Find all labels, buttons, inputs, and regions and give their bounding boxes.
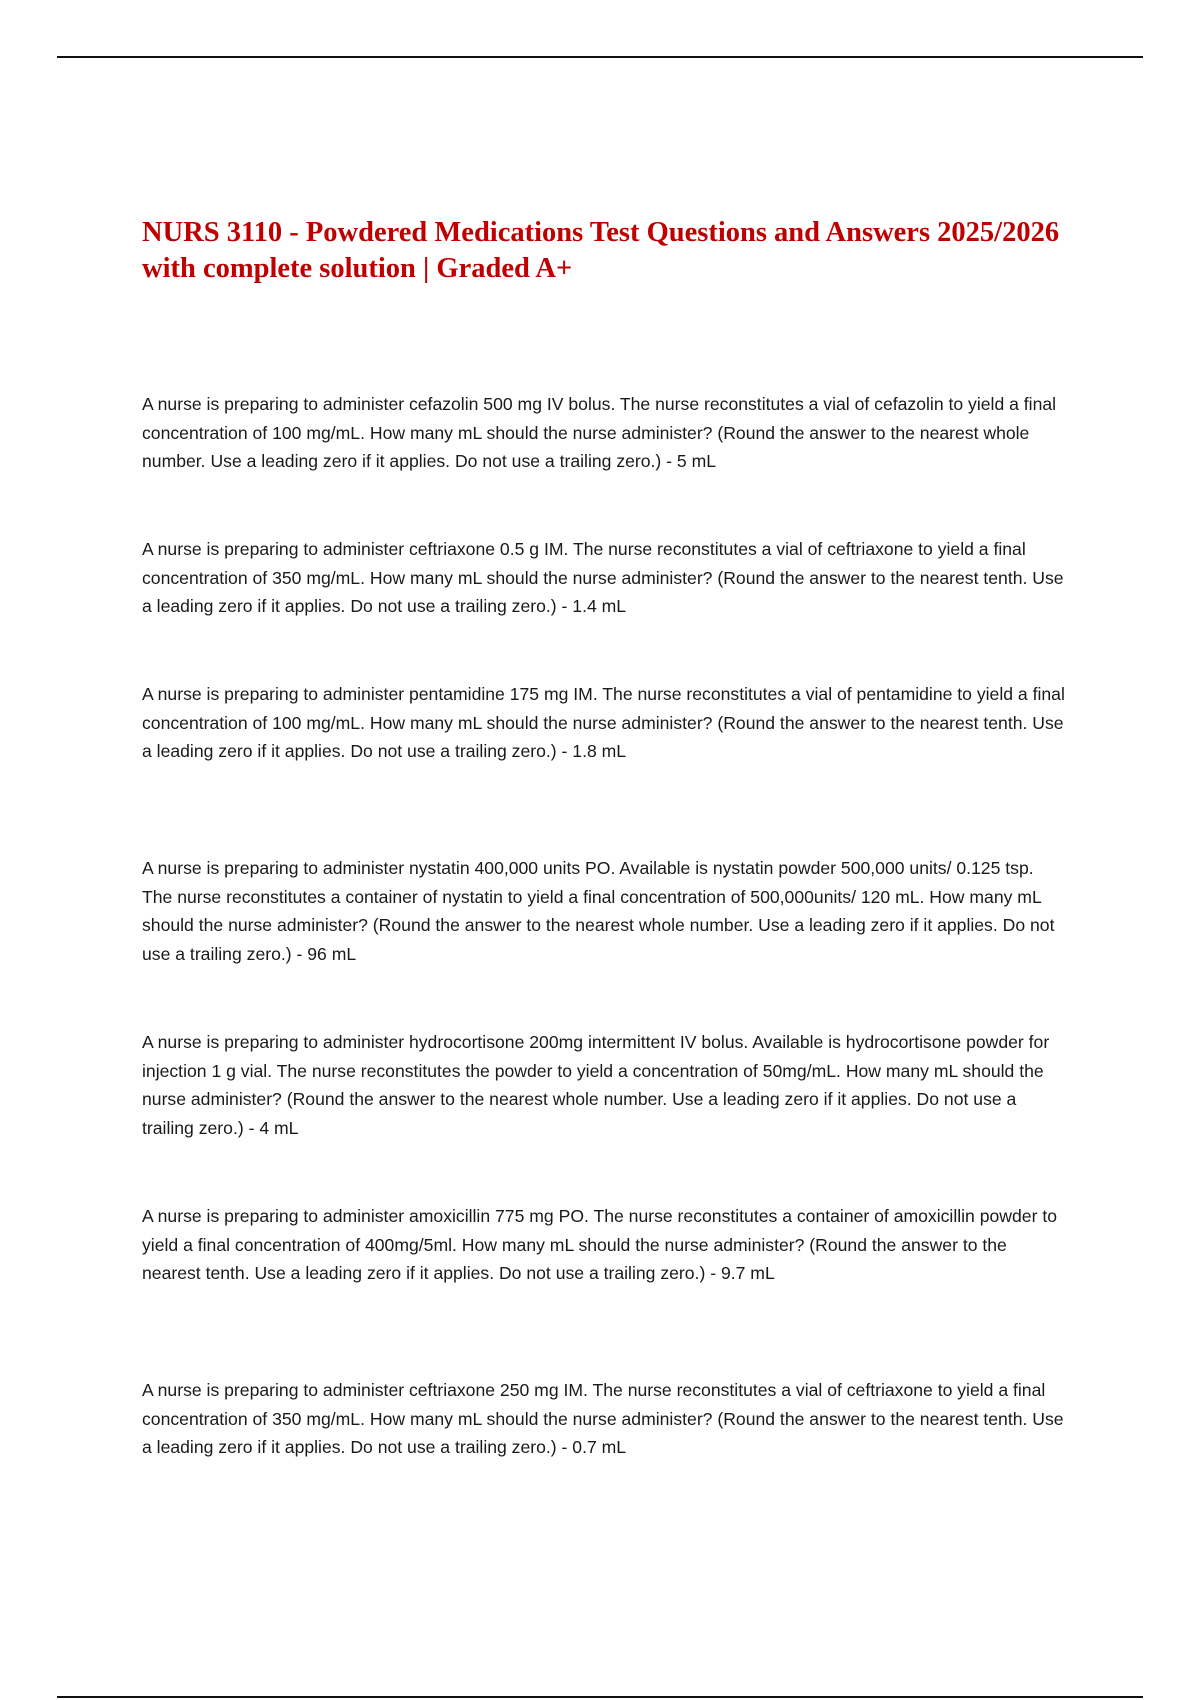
question-answer-7: A nurse is preparing to administer ceftriaxone 250 mg IM. The nurse reconstitutes a vial of ceftriaxone to yield a final concentration of 350 mg/mL. How many mL should the nurse administer? (Round the answer to the nearest tenth. Use a leading zero if it applies. Do not use a trailing zero.) - 0.7 mL [142,1380,1064,1457]
header-rule [57,56,1143,58]
question-answer-3: A nurse is preparing to administer pentamidine 175 mg IM. The nurse reconstitutes a vial of pentamidine to yield a final concentration of 100 mg/mL. How many mL should the nurse administer? (Round the answer to the nearest tenth. Use a leading zero if it applies. Do not use a trailing zero.) - 1.8 mL [142,684,1065,761]
question-answer-4: A nurse is preparing to administer nystatin 400,000 units PO. Available is nystatin powder 500,000 units/ 0.125 tsp. The nurse reconstitutes a container of nystatin to yield a final concentration of 500,000units/ 120 mL. How many mL should the nurse administer? (Round the answer to the nearest whole number. Use a leading zero if it applies. Do not use a trailing zero.) - 96 mL [142,858,1055,964]
document-title: NURS 3110 - Powdered Medications Test Questions and Answers 2025/2026 with complete solution | Graded A+ [142,217,1060,284]
question-answer-5: A nurse is preparing to administer hydrocortisone 200mg intermittent IV bolus. Available is hydrocortisone powder for injection 1 g vial. The nurse reconstitutes the powder to yield a concentration of 50mg/mL. How many mL should the nurse administer? (Round the answer to the nearest whole number. Use a leading zero if it applies. Do not use a trailing zero.) - 4 mL [142,1032,1050,1138]
question-answer-1: A nurse is preparing to administer cefazolin 500 mg IV bolus. The nurse reconstitutes a vial of cefazolin to yield a final concentration of 100 mg/mL. How many mL should the nurse administer? (Round the answer to the nearest whole number. Use a leading zero if it applies. Do not use a trailing zero.) - 5 mL [142,394,1057,471]
question-answer-2: A nurse is preparing to administer ceftriaxone 0.5 g IM. The nurse reconstitutes a vial of ceftriaxone to yield a final concentration of 350 mg/mL. How many mL should the nurse administer? (Round the answer to the nearest tenth. Use a leading zero if it applies. Do not use a trailing zero.) - 1.4 mL [142,539,1064,616]
question-answer-6: A nurse is preparing to administer amoxicillin 775 mg PO. The nurse reconstitutes a container of amoxicillin powder to yield a final concentration of 400mg/5ml. How many mL should the nurse administer? (Round the answer to the nearest tenth. Use a leading zero if it applies. Do not use a trailing zero.) - 9.7 mL [142,1206,1057,1283]
footer-rule [57,1696,1143,1698]
